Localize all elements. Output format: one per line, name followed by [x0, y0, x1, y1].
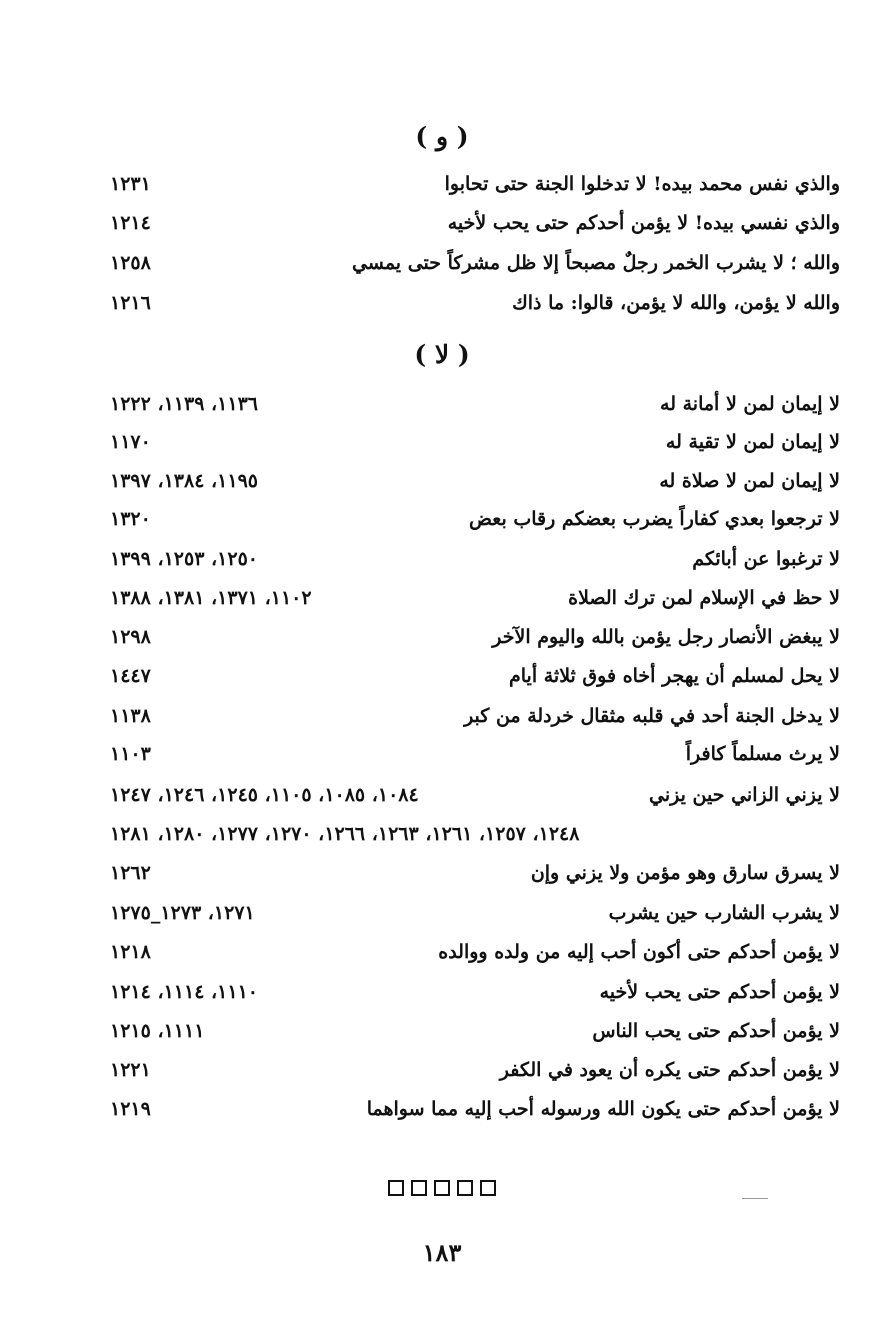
entry-refs: ١٢٥٨	[110, 252, 151, 274]
index-entry	[110, 862, 840, 900]
entry-refs: ١٢٩٨	[110, 626, 151, 648]
square-ornament-icon	[480, 1180, 496, 1196]
entry-refs: ١١١١، ١٢١٥	[110, 1020, 205, 1042]
index-entry	[110, 1020, 840, 1058]
index-entry	[110, 902, 840, 940]
entry-text: والذي نفس محمد بيده! لا تدخلوا الجنة حتى تحابوا	[444, 173, 840, 195]
entry-refs: ١٤٤٧	[110, 665, 151, 687]
entry-refs: ١٢١٤	[110, 212, 151, 234]
entry-text: لا يؤمن أحدكم حتى يحب لأخيه	[599, 981, 840, 1003]
index-entry	[110, 665, 840, 703]
index-entry	[110, 212, 840, 250]
entry-refs: ١٢١٨	[110, 941, 151, 963]
index-entry	[110, 705, 840, 743]
end-ornament	[0, 1180, 884, 1196]
entry-refs: ١١٩٥، ١٣٨٤، ١٣٩٧	[110, 470, 258, 492]
entry-text: لا يؤمن أحدكم حتى يكون الله ورسوله أحب إليه مما سواهما	[366, 1098, 840, 1120]
entry-text: لا يدخل الجنة أحد في قلبه مثقال خردلة من كبر	[464, 705, 840, 727]
index-entry	[110, 548, 840, 586]
entry-text: لا يرث مسلماً كافراً	[685, 743, 840, 765]
entry-refs: ١١٧٠	[110, 431, 151, 453]
entry-text: لا إيمان لمن لا صلاة له	[659, 470, 840, 492]
index-entry	[110, 431, 840, 469]
page-number: ١٨٣	[422, 1238, 462, 1267]
entry-text: لا يؤمن أحدكم حتى أكون أحب إليه من ولده ووالده	[438, 941, 840, 963]
entry-refs: ١١٠٢، ١٣٧١، ١٣٨١، ١٣٨٨	[110, 587, 312, 609]
index-entry	[110, 1098, 840, 1136]
entry-text: لا يحل لمسلم أن يهجر أخاه فوق ثلاثة أيام	[508, 665, 840, 687]
index-entry	[110, 173, 840, 211]
entry-refs: ١٢٧١، ١٢٧٣_١٢٧٥	[110, 902, 255, 924]
index-entry	[110, 587, 840, 625]
index-entry	[110, 626, 840, 664]
entry-refs: ١١٣٨	[110, 705, 151, 727]
entry-refs: ١٢٣١	[110, 173, 151, 195]
index-entry	[110, 1059, 840, 1097]
entry-refs: ١٢٥٠، ١٢٥٣، ١٣٩٩	[110, 548, 258, 570]
entry-text: والله ؛ لا يشرب الخمر رجلٌ مصبحاً إلا ظل مشركاً حتى يمسي	[352, 252, 840, 274]
entry-refs: ١٠٨٤، ١٠٨٥، ١١٠٥، ١٢٤٥، ١٢٤٦، ١٢٤٧	[110, 784, 419, 806]
entry-text: لا إيمان لمن لا تقية له	[665, 431, 840, 453]
entry-refs: ١١٣٦، ١١٣٩، ١٢٢٢	[110, 393, 258, 415]
entry-text: لا يؤمن أحدكم حتى يحب الناس	[592, 1020, 840, 1042]
index-entry	[110, 470, 840, 508]
index-entry	[110, 292, 840, 330]
entry-text: لا يبغض الأنصار رجل يؤمن بالله واليوم الآخر	[492, 626, 840, 648]
entry-refs: ١١١٠، ١١١٤، ١٢١٤	[110, 981, 258, 1003]
index-entry	[110, 393, 840, 431]
index-entry	[110, 743, 840, 781]
entry-refs: ١٢٦٢	[110, 862, 151, 884]
entry-text: لا يزني الزاني حين يزني	[649, 784, 840, 806]
square-ornament-icon	[411, 1180, 427, 1196]
section-heading-waw: ( و )	[415, 122, 469, 151]
entry-text: لا إيمان لمن لا أمانة له	[660, 393, 840, 415]
entry-refs: ١٢٢١	[110, 1059, 151, 1081]
entry-text: لا يؤمن أحدكم حتى يكره أن يعود في الكفر	[499, 1059, 840, 1081]
entry-refs: ١١٠٣	[110, 743, 151, 765]
index-entry	[110, 252, 840, 290]
divider	[742, 1198, 768, 1199]
square-ornament-icon	[434, 1180, 450, 1196]
entry-text: لا ترغبوا عن أبائكم	[692, 548, 840, 570]
entry-text: والذي نفسي بيده! لا يؤمن أحدكم حتى يحب لأخيه	[447, 212, 840, 234]
entry-text: لا يسرق سارق وهو مؤمن ولا يزني وإن	[530, 862, 840, 884]
entry-text: لا حظ في الإسلام لمن ترك الصلاة	[568, 587, 840, 609]
square-ornament-icon	[388, 1180, 404, 1196]
square-ornament-icon	[457, 1180, 473, 1196]
index-entry	[110, 784, 840, 822]
index-entry	[110, 941, 840, 979]
index-entry	[110, 508, 840, 546]
entry-text: لا يشرب الشارب حين يشرب	[608, 902, 840, 924]
entry-refs: ١٢١٦	[110, 292, 151, 314]
entry-refs-continuation: ١٢٤٨، ١٢٥٧، ١٢٦١، ١٢٦٣، ١٢٦٦، ١٢٧٠، ١٢٧٧، ١٢٨٠، ١٢٨١	[110, 823, 580, 845]
entry-refs: ١٢١٩	[110, 1098, 151, 1120]
index-entry	[110, 981, 840, 1019]
entry-text: والله لا يؤمن، والله لا يؤمن، قالوا: ما ذاك	[512, 292, 840, 314]
entry-refs: ١٣٢٠	[110, 508, 151, 530]
entry-text: لا ترجعوا بعدي كفاراً يضرب بعضكم رقاب بعض	[469, 508, 840, 530]
section-heading-la: ( لا )	[414, 340, 470, 369]
